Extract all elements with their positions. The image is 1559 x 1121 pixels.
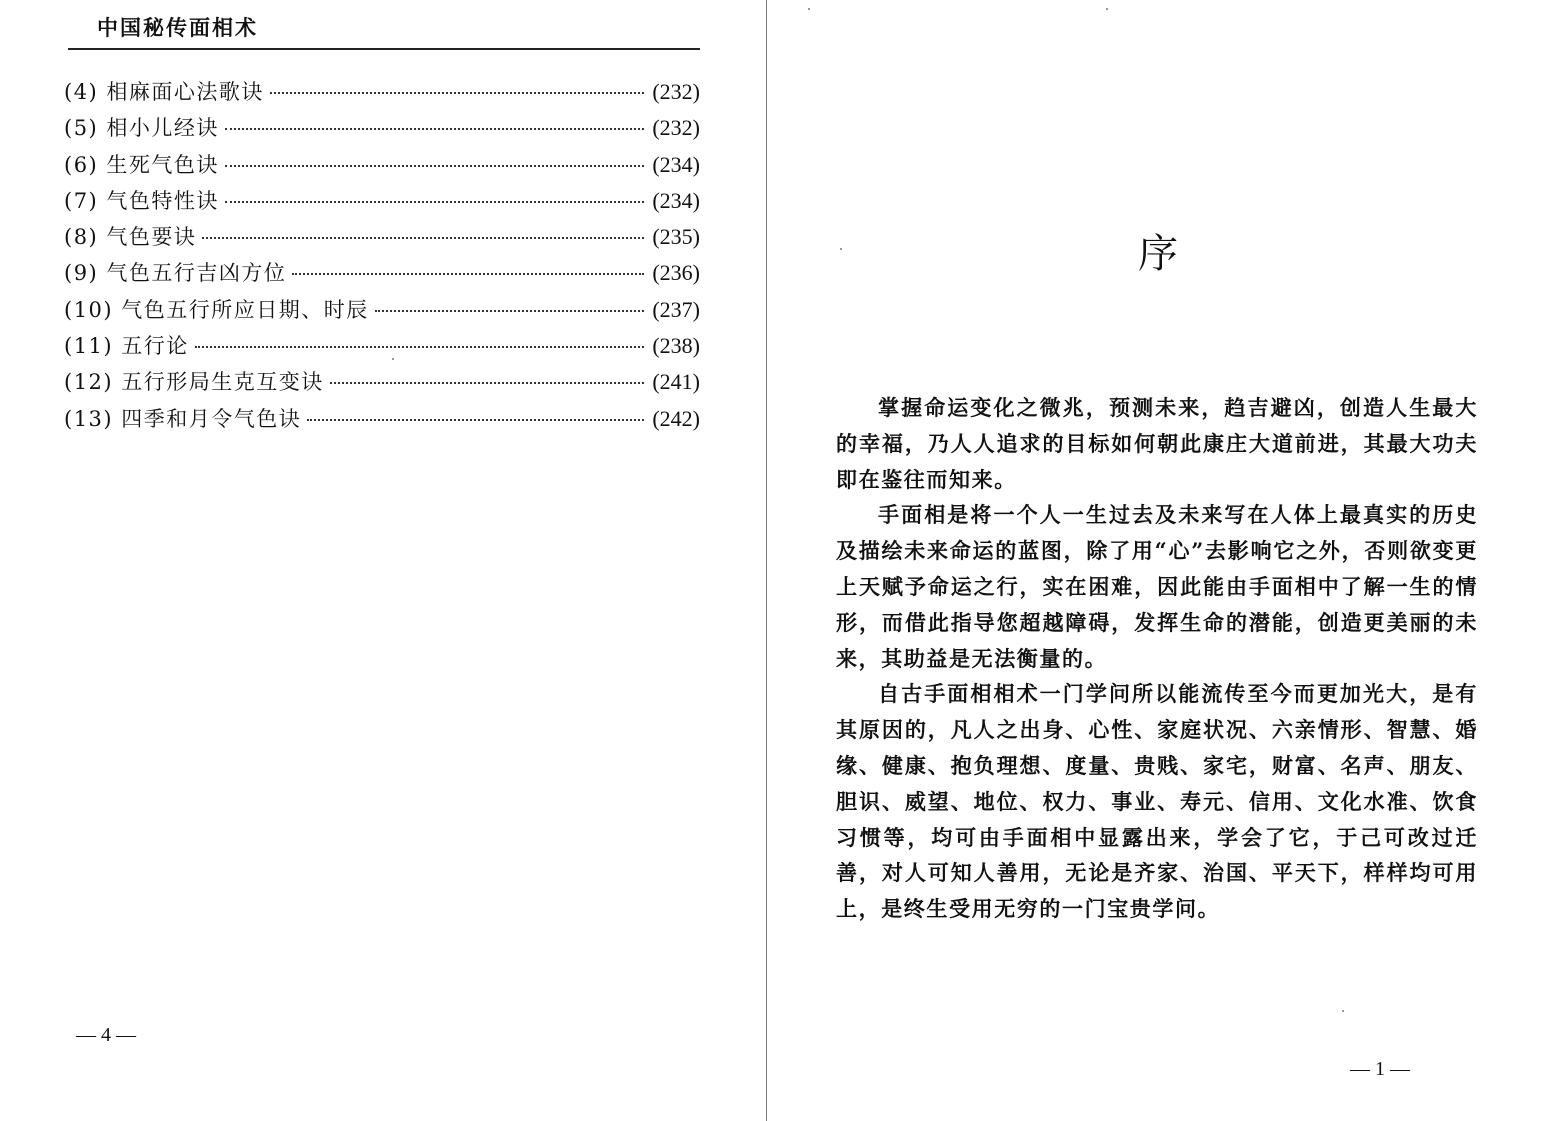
- toc-dot-leader: [225, 165, 644, 167]
- toc-entry-label: (9) 气色五行吉凶方位: [64, 261, 287, 286]
- toc-entry-page: (232): [652, 115, 700, 141]
- toc-entry-page: (237): [652, 296, 700, 322]
- toc-entry-page: (241): [652, 369, 700, 395]
- scan-speck: [1342, 1010, 1344, 1012]
- toc-entry-page: (234): [652, 151, 700, 177]
- toc-entry: [64, 257, 700, 293]
- toc-entry: [64, 221, 700, 257]
- book-gutter: [766, 0, 767, 1121]
- toc-dot-leader: [270, 92, 644, 94]
- scan-speck: [840, 248, 842, 250]
- right-page: [770, 0, 1559, 1121]
- toc-entry-page: (242): [652, 405, 700, 431]
- header-rule: [68, 48, 700, 50]
- page-number-left: — 4 —: [76, 1024, 136, 1046]
- toc-entry-label: (8) 气色要诀: [64, 225, 197, 250]
- toc-entry: [64, 294, 700, 330]
- left-page: [0, 0, 760, 1121]
- toc-dot-leader: [225, 128, 644, 130]
- toc-entry-label: (13) 四季和月令气色诀: [64, 406, 302, 431]
- toc-entry: [64, 76, 700, 112]
- toc-entry: [64, 366, 700, 402]
- table-of-contents: [64, 76, 700, 439]
- toc-entry-label: (5) 相小儿经诀: [64, 116, 219, 141]
- toc-entry-page: (238): [652, 333, 700, 359]
- toc-dot-leader: [292, 273, 644, 275]
- scan-speck: [808, 8, 810, 10]
- scan-speck: [392, 358, 394, 360]
- preface-body: [836, 390, 1478, 927]
- preface-paragraph: 掌握命运变化之微兆，预测未来，趋吉避凶，创造人生最大的幸福，乃人人追求的目标如何朝此康庄大道前进，其最大功夫即在鉴往而知来。: [836, 395, 1478, 492]
- toc-dot-leader: [202, 237, 644, 239]
- running-head: 中国秘传面相术: [97, 15, 258, 40]
- toc-entry-page: (232): [652, 79, 700, 104]
- toc-entry-label: (6) 生死气色诀: [64, 152, 219, 177]
- preface-title: 序: [1138, 231, 1178, 277]
- toc-dot-leader: [375, 310, 645, 312]
- toc-entry: [64, 403, 700, 439]
- toc-entry: [64, 112, 700, 148]
- toc-entry-label: (7) 气色特性诀: [64, 188, 219, 213]
- preface-paragraph: 手面相是将一个人一生过去及未来写在人体上最真实的历史及描绘未来命运的蓝图，除了用“心”去影响它之外，否则欲变更上天赋予命运之行，实在困难，因此能由手面相中了解一生的情形，而借此指导您超越障碍，发挥生命的潜能，创造更美丽的未来，其助益是无法衡量的。: [836, 502, 1478, 671]
- toc-entry: [64, 149, 700, 185]
- toc-entry-label: (4) 相麻面心法歌诀: [64, 80, 264, 104]
- preface-paragraph: 自古手面相相术一门学问所以能流传至今而更加光大，是有其原因的，凡人之出身、心性、家庭状况、六亲情形、智慧、婚缘、健康、抱负理想、度量、贵贱、家宅，财富、名声、朋友、胆识、威望、地位、权力、事业、寿元、信用、文化水准、饮食习惯等，均可由手面相中显露出来，学会了它，于己可改过迁善，对人可知人善用，无论是齐家、治国、平天下，样样均可用上，是终生受用无穷的一门宝贵学问。: [836, 681, 1478, 922]
- toc-entry-page: (236): [652, 260, 700, 286]
- toc-dot-leader: [195, 346, 645, 348]
- toc-entry: [64, 330, 700, 366]
- toc-entry-label: (11) 五行论: [64, 334, 189, 359]
- toc-dot-leader: [225, 201, 644, 203]
- toc-entry: [64, 185, 700, 221]
- toc-dot-leader: [330, 382, 645, 384]
- toc-dot-leader: [307, 419, 644, 421]
- page-number-right: — 1 —: [1350, 1058, 1410, 1080]
- scan-speck: [1106, 8, 1108, 10]
- toc-entry-label: (12) 五行形局生克互变诀: [64, 370, 324, 395]
- toc-entry-label: (10) 气色五行所应日期、时辰: [64, 297, 369, 322]
- toc-entry-page: (235): [652, 224, 700, 250]
- toc-entry-page: (234): [652, 187, 700, 213]
